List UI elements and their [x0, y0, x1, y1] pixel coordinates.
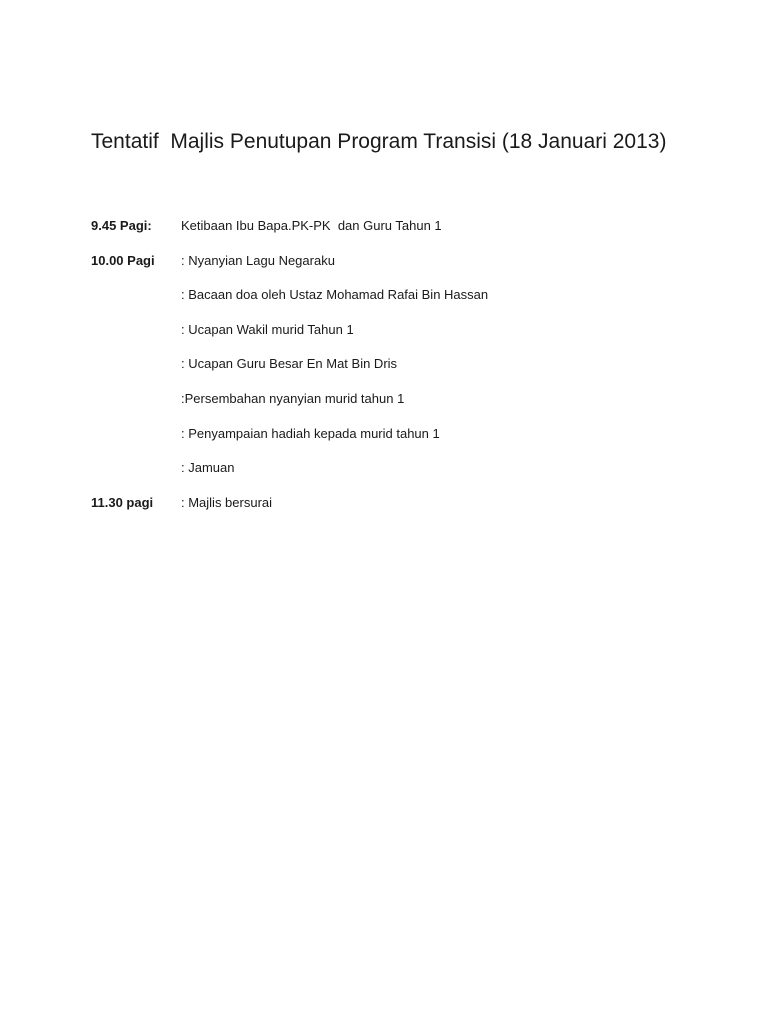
schedule-row — [91, 320, 711, 355]
schedule-row — [91, 216, 711, 251]
schedule-activity: :Persembahan nyanyian murid tahun 1 — [181, 390, 405, 406]
schedule-activity: : Jamuan — [181, 460, 235, 476]
schedule-activity: Ketibaan Ibu Bapa.PK-PK dan Guru Tahun 1 — [181, 218, 442, 233]
schedule-time: 10.00 Pagi — [91, 252, 155, 268]
schedule-activity: : Ucapan Wakil murid Tahun 1 — [181, 321, 354, 337]
schedule-row — [91, 354, 711, 389]
schedule-time: 9.45 Pagi: — [91, 218, 152, 233]
schedule-activity: : Nyanyian Lagu Negaraku — [181, 252, 335, 268]
schedule-row — [91, 251, 711, 286]
schedule-row — [91, 424, 711, 459]
schedule-row — [91, 389, 711, 424]
schedule-activity: : Majlis bersurai — [181, 494, 273, 510]
schedule-activity: : Ucapan Guru Besar En Mat Bin Dris — [181, 356, 398, 372]
schedule-row — [91, 493, 711, 528]
schedule-list — [91, 216, 711, 527]
schedule-time: 11.30 pagi — [91, 494, 154, 510]
schedule-row — [91, 458, 711, 493]
schedule-activity: : Penyampaian hadiah kepada murid tahun 1 — [181, 425, 440, 441]
document-title: Tentatif Majlis Penutupan Program Transisi (18 Januari 2013) — [91, 130, 667, 153]
schedule-activity: : Bacaan doa oleh Ustaz Mohamad Rafai Bin Hassan — [181, 287, 489, 303]
schedule-row — [91, 285, 711, 320]
